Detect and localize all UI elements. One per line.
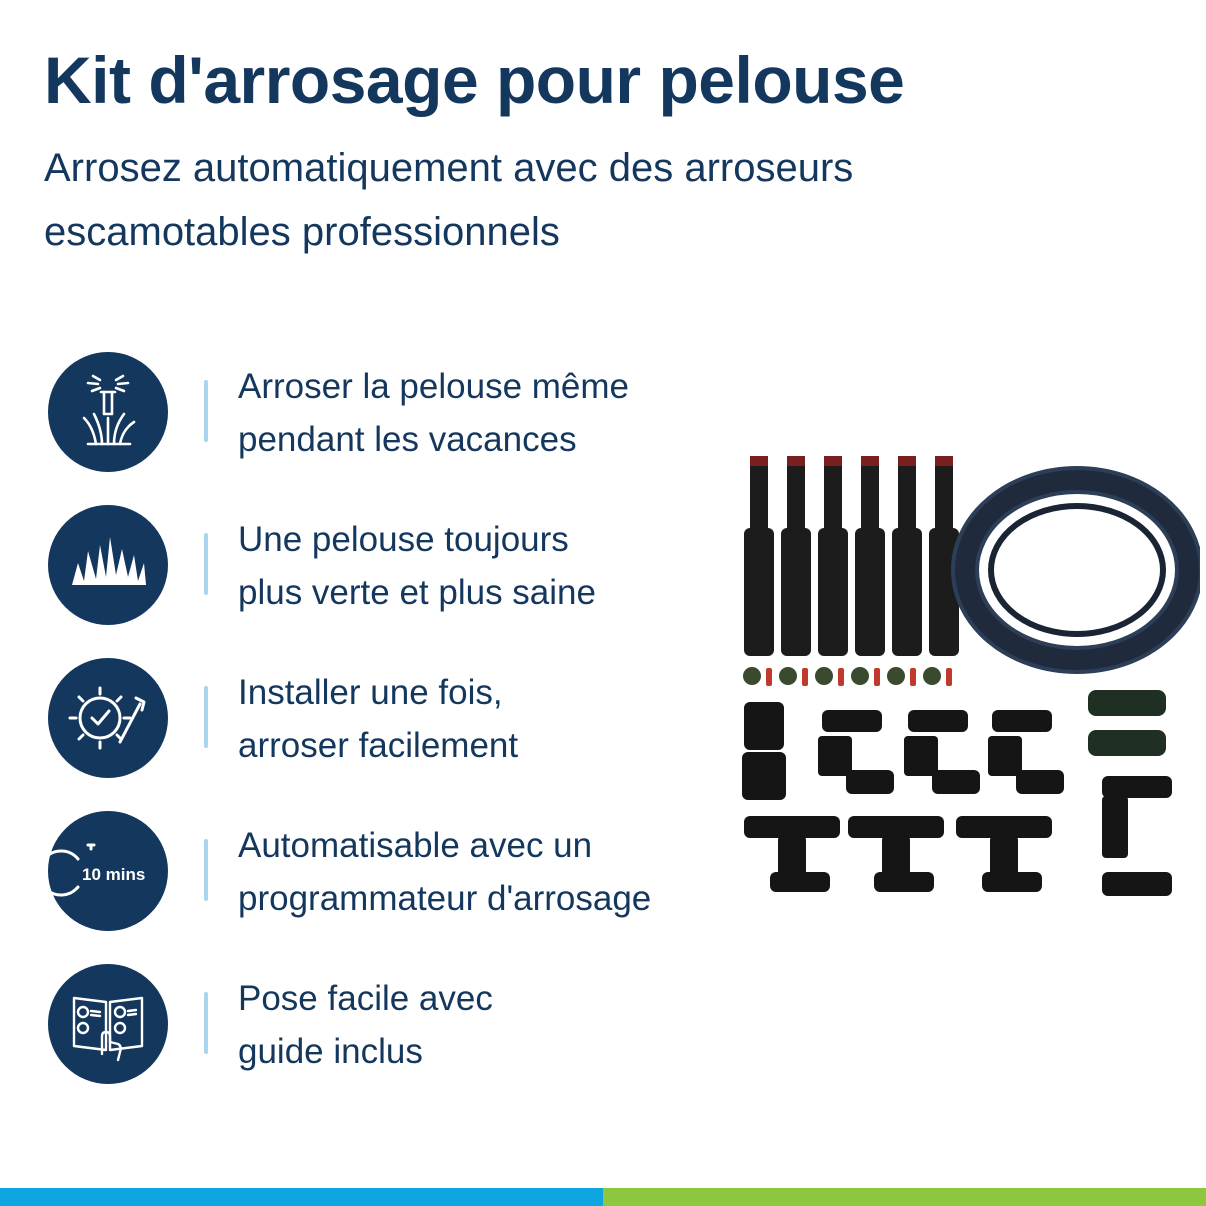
hose-coil: [953, 468, 1200, 672]
pop-up-sprinklers: [744, 456, 959, 656]
divider: [204, 380, 208, 442]
feature-item-vacation: [48, 352, 728, 472]
feature-text: [238, 513, 728, 619]
page-title: Kit d'arrosage pour pelouse: [44, 43, 905, 117]
feature-line: pendant les vacances: [238, 420, 577, 459]
page-subtitle: Arrosez automatiquement avec des arroseurs escamotables professionnels: [44, 146, 854, 254]
feature-line: programmateur d'arrosage: [238, 879, 652, 918]
feature-text: [238, 360, 728, 466]
nozzles: [743, 667, 952, 686]
sprinkler-grass-icon: [48, 352, 168, 472]
divider: [204, 839, 208, 901]
stopwatch-icon: [48, 811, 168, 931]
divider: [204, 686, 208, 748]
feature-line: Installer une fois,: [238, 673, 503, 712]
divider: [204, 533, 208, 595]
feature-item-greener-lawn: [48, 505, 728, 625]
feature-line: Arroser la pelouse même: [238, 367, 629, 406]
feature-text: [238, 972, 728, 1078]
manual-guide-icon: [48, 964, 168, 1084]
feature-item-easy-install: [48, 658, 728, 778]
feature-line: arroser facilement: [238, 726, 519, 765]
feature-line: Pose facile avec: [238, 979, 493, 1018]
irrigation-kit-illustration: [730, 440, 1200, 910]
grass-icon: [48, 505, 168, 625]
feature-text: [238, 819, 728, 925]
feature-item-programmable: [48, 811, 728, 931]
feature-text: [238, 666, 728, 772]
fittings: [742, 690, 1172, 896]
product-image: [730, 440, 1200, 910]
feature-line: Automatisable avec un: [238, 826, 593, 865]
bottom-bar-green: [603, 1188, 1206, 1206]
divider: [204, 992, 208, 1054]
feature-line: plus verte et plus saine: [238, 573, 596, 612]
bottom-bar-blue: [0, 1188, 603, 1206]
stopwatch-label: 10 mins: [82, 865, 146, 884]
gear-wrench-check-icon: [48, 658, 168, 778]
feature-line: guide inclus: [238, 1032, 423, 1071]
feature-item-guide: [48, 964, 728, 1084]
bottom-color-bar: [0, 1188, 1206, 1206]
feature-line: Une pelouse toujours: [238, 520, 569, 559]
